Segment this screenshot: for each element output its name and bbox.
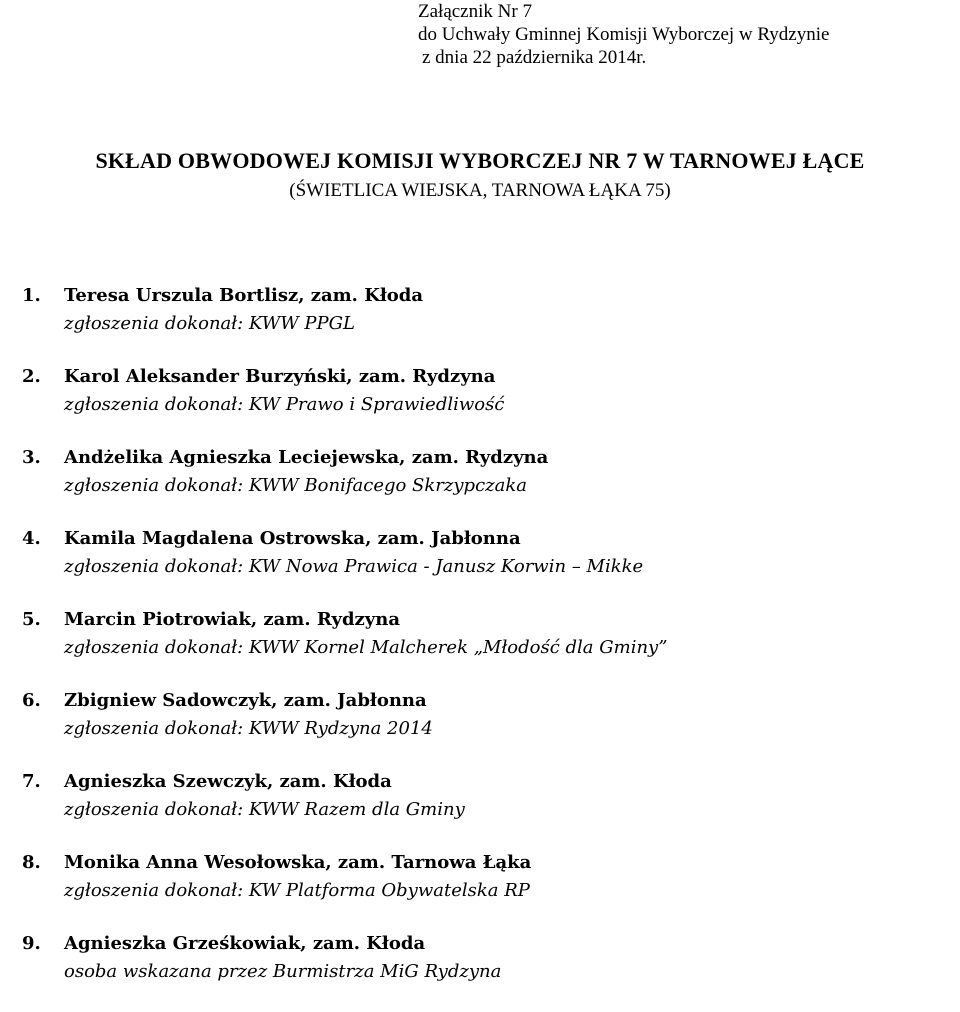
member-name: Karol Aleksander Burzyński, zam. Rydzyna	[64, 366, 496, 387]
attachment-header	[418, 0, 829, 69]
list-item	[22, 445, 952, 526]
member-nomination: zgłoszenia dokonał: KWW Razem dla Gminy	[64, 799, 465, 820]
member-nomination: zgłoszenia dokonał: KW Platforma Obywatelska RP	[64, 880, 530, 901]
member-name: Monika Anna Wesołowska, zam. Tarnowa Łąka	[64, 852, 532, 873]
list-item	[22, 283, 952, 364]
resolution-reference: do Uchwały Gminnej Komisji Wyborczej w Rydzynie	[418, 24, 830, 45]
list-item	[22, 769, 952, 850]
member-number: 1.	[22, 285, 41, 306]
document-subtitle: (ŚWIETLICA WIEJSKA, TARNOWA ŁĄKA 75)	[289, 180, 671, 201]
member-nomination: zgłoszenia dokonał: KWW Rydzyna 2014	[64, 718, 433, 739]
member-number: 3.	[22, 447, 41, 468]
list-item	[22, 931, 952, 1012]
member-name: Marcin Piotrowiak, zam. Rydzyna	[64, 609, 400, 630]
member-nomination: zgłoszenia dokonał: KW Prawo i Sprawiedliwość	[64, 394, 505, 415]
attachment-number: Załącznik Nr 7	[418, 1, 532, 22]
list-item	[22, 607, 952, 688]
member-number: 2.	[22, 366, 41, 387]
member-nomination: zgłoszenia dokonał: KWW PPGL	[64, 313, 355, 334]
member-number: 6.	[22, 690, 41, 711]
member-number: 5.	[22, 609, 41, 630]
member-nomination: zgłoszenia dokonał: KWW Kornel Malcherek „Młodość dla Gminy”	[64, 637, 668, 658]
resolution-date: z dnia 22 października 2014r.	[422, 47, 647, 68]
member-name: Andżelika Agnieszka Leciejewska, zam. Rydzyna	[64, 447, 549, 468]
member-name: Agnieszka Grześkowiak, zam. Kłoda	[64, 933, 426, 954]
member-number: 4.	[22, 528, 41, 549]
document-title: SKŁAD OBWODOWEJ KOMISJI WYBORCZEJ NR 7 W TARNOWEJ ŁĄCE	[95, 148, 865, 173]
list-item	[22, 526, 952, 607]
member-nomination: zgłoszenia dokonał: KW Nowa Prawica - Janusz Korwin – Mikke	[64, 556, 644, 577]
member-nomination: zgłoszenia dokonał: KWW Bonifacego Skrzypczaka	[64, 475, 528, 496]
member-name: Kamila Magdalena Ostrowska, zam. Jabłonna	[64, 528, 521, 549]
member-nomination: osoba wskazana przez Burmistrza MiG Rydzyna	[64, 961, 502, 982]
member-number: 8.	[22, 852, 41, 873]
member-name: Zbigniew Sadowczyk, zam. Jabłonna	[64, 690, 427, 711]
member-list	[22, 283, 952, 1012]
member-name: Agnieszka Szewczyk, zam. Kłoda	[64, 771, 392, 792]
list-item	[22, 364, 952, 445]
list-item	[22, 850, 952, 931]
member-number: 9.	[22, 933, 41, 954]
list-item	[22, 688, 952, 769]
member-name: Teresa Urszula Bortlisz, zam. Kłoda	[64, 285, 424, 306]
member-number: 7.	[22, 771, 41, 792]
